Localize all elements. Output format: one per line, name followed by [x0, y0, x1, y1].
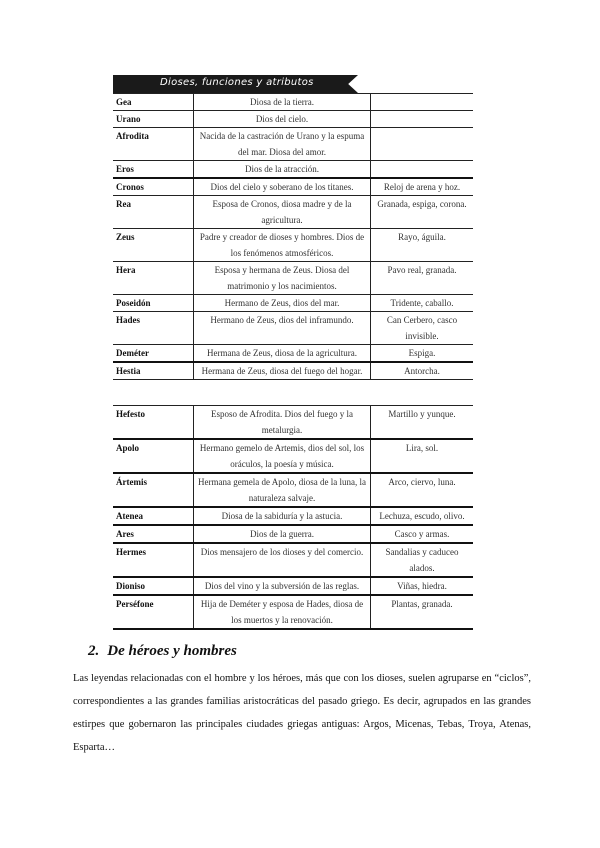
cell-name: Hermes	[113, 543, 194, 577]
cell-attr: Martillo y yunque.	[371, 406, 474, 440]
cell-attr: Antorcha.	[371, 362, 474, 380]
cell-attr: Plantas, granada.	[371, 595, 474, 629]
table-row	[113, 595, 473, 629]
cell-attr: Rayo, águila.	[371, 229, 474, 262]
table-row	[113, 161, 473, 179]
table-row	[113, 312, 473, 345]
table-row	[113, 525, 473, 543]
cell-func: Nacida de la castración de Urano y la espuma del mar. Diosa del amor.	[194, 128, 371, 161]
section-heading	[88, 643, 237, 660]
table-row	[113, 345, 473, 363]
cell-name: Hades	[113, 312, 194, 345]
section-title: De héroes y hombres	[107, 643, 237, 659]
cell-attr: Granada, espiga, corona.	[371, 196, 474, 229]
cell-func: Dios del cielo y soberano de los titanes.	[194, 178, 371, 196]
table-row	[113, 543, 473, 577]
table-row	[113, 577, 473, 595]
cell-name: Gea	[113, 94, 194, 111]
cell-attr: Reloj de arena y hoz.	[371, 178, 474, 196]
cell-func: Padre y creador de dioses y hombres. Dios de los fenómenos atmosféricos.	[194, 229, 371, 262]
cell-attr: Tridente, caballo.	[371, 295, 474, 312]
cell-name: Ares	[113, 525, 194, 543]
table-row	[113, 94, 473, 111]
cell-attr: Casco y armas.	[371, 525, 474, 543]
table-row	[113, 229, 473, 262]
cell-func: Hermano de Zeus, dios del mar.	[194, 295, 371, 312]
table-row	[113, 262, 473, 295]
cell-func: Dios de la guerra.	[194, 525, 371, 543]
table-row	[113, 507, 473, 525]
cell-func: Hermano de Zeus, dios del inframundo.	[194, 312, 371, 345]
cell-name: Ártemis	[113, 473, 194, 507]
cell-func: Diosa de la sabiduría y la astucia.	[194, 507, 371, 525]
cell-func: Hermano gemelo de Artemis, dios del sol, los oráculos, la poesía y música.	[194, 439, 371, 473]
cell-name: Hestia	[113, 362, 194, 380]
cell-name: Apolo	[113, 439, 194, 473]
cell-attr	[371, 161, 474, 179]
gods-table-part-2	[113, 405, 473, 630]
cell-func: Hermana de Zeus, diosa de la agricultura.	[194, 345, 371, 363]
cell-name: Perséfone	[113, 595, 194, 629]
cell-attr: Pavo real, granada.	[371, 262, 474, 295]
table-row	[113, 473, 473, 507]
cell-name: Rea	[113, 196, 194, 229]
cell-name: Zeus	[113, 229, 194, 262]
body-paragraph: Las leyendas relacionadas con el hombre y los héroes, más que con los dioses, suelen agruparse en “ciclos”, correspondientes a las grandes familias aristocráticas del pasado griego. Es decir, agrupados en las grandes estirpes que gobernaron las principales ciudades griegas antiguas: Argos, Micenas, Tebas, Troya, Atenas, Esparta…	[73, 673, 531, 753]
table-row	[113, 111, 473, 128]
cell-attr: Lira, sol.	[371, 439, 474, 473]
table-row	[113, 362, 473, 380]
cell-func: Diosa de la tierra.	[194, 94, 371, 111]
cell-name: Dioniso	[113, 577, 194, 595]
cell-attr: Lechuza, escudo, olivo.	[371, 507, 474, 525]
cell-attr	[371, 111, 474, 128]
cell-name: Poseidón	[113, 295, 194, 312]
cell-name: Hefesto	[113, 406, 194, 440]
cell-attr: Viñas, hiedra.	[371, 577, 474, 595]
table-row	[113, 406, 473, 440]
cell-func: Esposa y hermana de Zeus. Diosa del matrimonio y los nacimientos.	[194, 262, 371, 295]
cell-func: Dios de la atracción.	[194, 161, 371, 179]
cell-name: Deméter	[113, 345, 194, 363]
table-title-right-cell	[358, 75, 473, 94]
cell-name: Cronos	[113, 178, 194, 196]
table-title: Dioses, funciones y atributos	[160, 77, 314, 88]
cell-name: Atenea	[113, 507, 194, 525]
table-row	[113, 196, 473, 229]
cell-func: Hermana de Zeus, diosa del fuego del hogar.	[194, 362, 371, 380]
table-row	[113, 178, 473, 196]
cell-attr: Espiga.	[371, 345, 474, 363]
cell-func: Hija de Deméter y esposa de Hades, diosa de los muertos y la renovación.	[194, 595, 371, 629]
gods-table-part-1	[113, 93, 473, 380]
cell-attr: Arco, ciervo, luna.	[371, 473, 474, 507]
cell-name: Afrodita	[113, 128, 194, 161]
cell-func: Dios del cielo.	[194, 111, 371, 128]
cell-func: Dios mensajero de los dioses y del comercio.	[194, 543, 371, 577]
cell-attr	[371, 128, 474, 161]
cell-name: Urano	[113, 111, 194, 128]
table-row	[113, 128, 473, 161]
table-row	[113, 439, 473, 473]
section-number: 2.	[88, 643, 100, 659]
cell-attr: Sandalias y caduceo alados.	[371, 543, 474, 577]
cell-func: Esposa de Cronos, diosa madre y de la agricultura.	[194, 196, 371, 229]
cell-attr: Can Cerbero, casco invisible.	[371, 312, 474, 345]
cell-func: Esposo de Afrodita. Dios del fuego y la metalurgia.	[194, 406, 371, 440]
cell-func: Hermana gemela de Apolo, diosa de la luna, la naturaleza salvaje.	[194, 473, 371, 507]
table-row	[113, 295, 473, 312]
cell-attr	[371, 94, 474, 111]
cell-name: Eros	[113, 161, 194, 179]
cell-name: Hera	[113, 262, 194, 295]
cell-func: Dios del vino y la subversión de las reglas.	[194, 577, 371, 595]
